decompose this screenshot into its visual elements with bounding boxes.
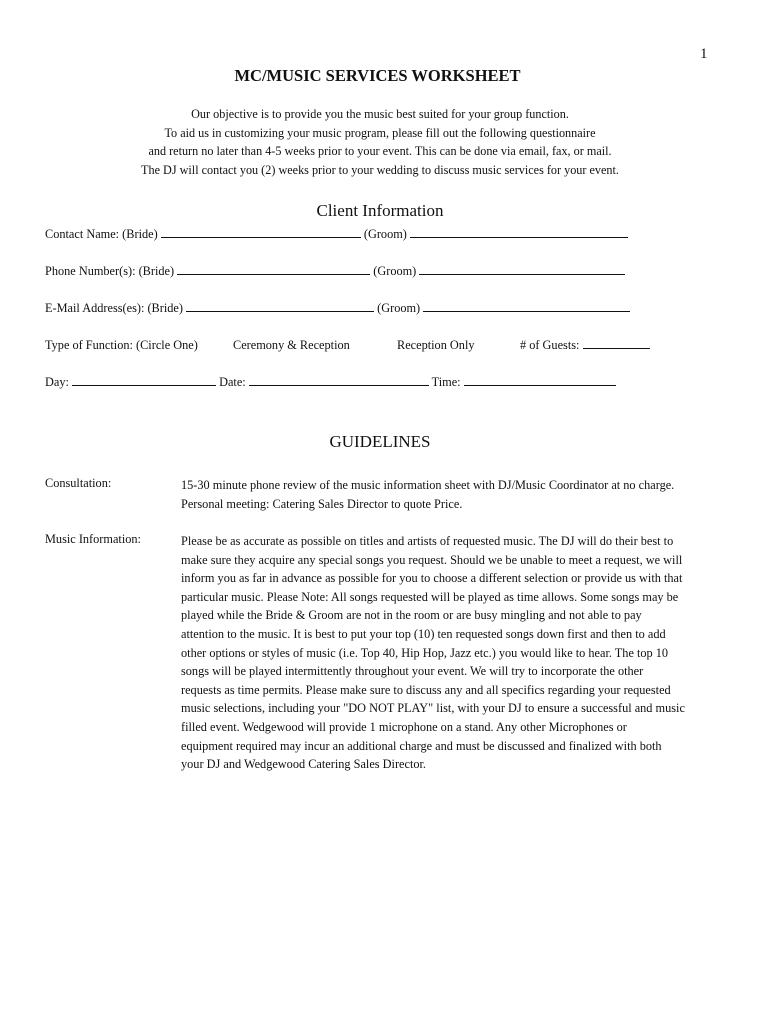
music-info-text — [181, 532, 721, 774]
time-label: Time: — [431, 375, 461, 389]
option-ceremony-reception[interactable]: Ceremony & Reception — [233, 338, 350, 352]
contact-name-row — [45, 227, 628, 242]
day-label: Day: — [45, 375, 69, 389]
guests-field[interactable] — [583, 338, 650, 349]
intro-line: To aid us in customizing your music program, please fill out the following questionnaire — [164, 125, 596, 140]
date-label: Date: — [219, 375, 246, 389]
phone-bride-field[interactable] — [177, 264, 370, 275]
contact-name-groom-label: (Groom) — [363, 227, 407, 241]
music-info-line: Please be as accurate as possible on titles and artists of requested music. The DJ will do their best to — [181, 534, 674, 548]
music-info-line: songs will be played intermittently throughout your event. We will try to incorporate the other — [181, 664, 644, 679]
page-number: 1 — [700, 46, 708, 62]
day-date-time-row — [45, 375, 616, 390]
music-info-label: Music Information: — [45, 532, 141, 546]
email-bride-label: E-Mail Address(es): (Bride) — [45, 301, 183, 315]
intro-paragraph — [0, 105, 760, 179]
contact-name-groom-field[interactable] — [410, 227, 628, 238]
intro-line: Our objective is to provide you the music best suited for your group function. — [191, 107, 569, 121]
music-info-line: filled event. Wedgewood will provide 1 microphone on a stand. Any other Microphones or — [181, 719, 627, 734]
guests-row — [520, 338, 650, 353]
option-reception-only[interactable]: Reception Only — [397, 338, 475, 352]
music-info-line: inform you as far in advance as possible for you to choose a different selection or provide us with that — [181, 571, 683, 586]
music-info-line: music selections, including your "DO NOT PLAY" list, with your DJ to ensure a successful and music — [181, 701, 685, 716]
intro-line: and return no later than 4-5 weeks prior to your event. This can be done via email, fax, or mail. — [148, 144, 612, 159]
day-field[interactable] — [72, 375, 216, 386]
phone-row — [45, 264, 625, 279]
music-info-line: requests as time permits. Please make sure to discuss any and all specifics regarding your requested — [181, 682, 671, 697]
phone-groom-label: (Groom) — [373, 264, 417, 278]
phone-bride-label: Phone Number(s): (Bride) — [45, 264, 175, 278]
client-info-heading: Client Information — [316, 201, 444, 220]
page-title: MC/MUSIC SERVICES WORKSHEET — [234, 66, 521, 85]
music-info-line: particular music. Please Note: All songs requested will be played as time allows. Some songs may be — [181, 589, 679, 604]
contact-name-bride-field[interactable] — [161, 227, 361, 238]
music-info-line: equipment required may incur an additional charge and must be discussed and finalized with both — [181, 738, 662, 753]
email-bride-field[interactable] — [186, 301, 374, 312]
guidelines-heading: GUIDELINES — [329, 432, 431, 451]
music-info-line: played while the Bride & Groom are not in the room or are busy mingling and not able to pay — [181, 608, 642, 623]
intro-line: The DJ will contact you (2) weeks prior to your wedding to discuss music services for your event. — [141, 162, 619, 177]
email-row — [45, 301, 630, 316]
consultation-line: Personal meeting: Catering Sales Director to quote Price. — [181, 496, 463, 511]
consultation-label: Consultation: — [45, 476, 112, 490]
email-groom-field[interactable] — [423, 301, 630, 312]
music-info-line: attention to the music. It is best to put your top (10) ten requested songs down first and then to add — [181, 626, 666, 641]
phone-groom-field[interactable] — [419, 264, 625, 275]
time-field[interactable] — [464, 375, 616, 386]
date-field[interactable] — [249, 375, 429, 386]
music-info-line: other options or styles of music (i.e. Top 40, Hip Hop, Jazz etc.) you would like to hear. The top 10 — [181, 645, 669, 660]
contact-name-bride-label: Contact Name: (Bride) — [45, 227, 158, 241]
guests-label: # of Guests: — [520, 338, 580, 352]
consultation-text — [181, 476, 721, 513]
music-info-line: make sure they acquire any special songs you request. Should we be unable to meet a request, we will — [181, 552, 683, 567]
email-groom-label: (Groom) — [377, 301, 421, 315]
consultation-line: 15-30 minute phone review of the music information sheet with DJ/Music Coordinator at no charge. — [181, 478, 675, 492]
music-info-line: your DJ and Wedgewood Catering Sales Director. — [181, 757, 427, 772]
function-type-label: Type of Function: (Circle One) — [45, 338, 198, 352]
